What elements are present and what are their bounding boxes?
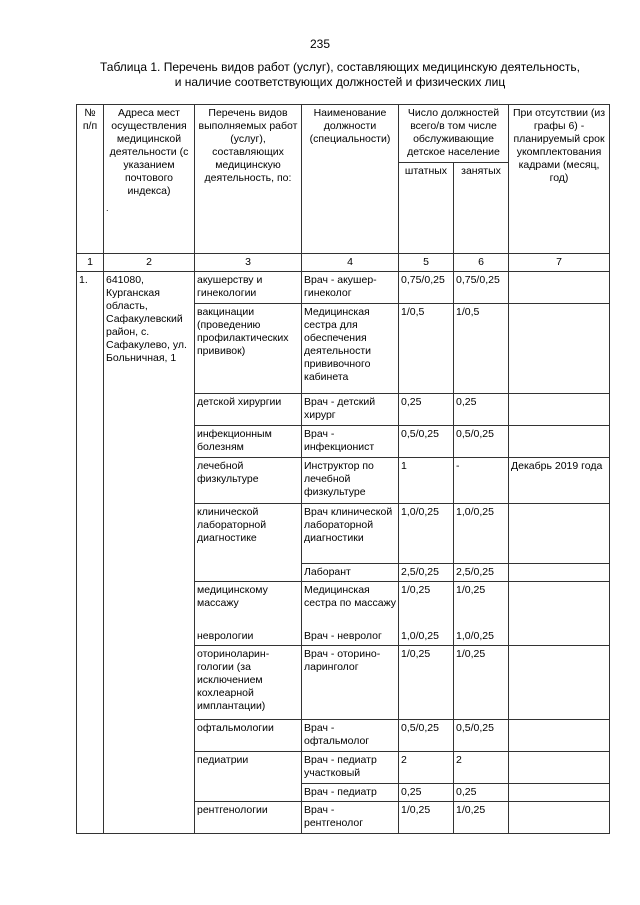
planned-date [509,783,610,801]
planned-date [509,426,610,458]
position-name: Инструктор по лечебной физкультуре [302,458,399,504]
staff-count: 0,5/0,25 [399,719,454,751]
position-name: Медицинская сестра для обеспечения деятельности прививочного кабинета [302,304,399,394]
planned-date [509,801,610,833]
page-number: 235 [309,37,331,51]
table-title [70,60,610,90]
staff-count: 2 [399,751,454,783]
header-planned-date: При отсутствии (из графы 6) - планируемый срок укомплектования кадрами (месяц, год) [509,105,610,254]
column-number-7: 7 [509,254,610,272]
planned-date [509,751,610,783]
header-positions-count: Число должностей всего/в том числе обслуживающие детское население [399,105,509,163]
planned-date [509,645,610,719]
work-type: акушерству и гинекологии [195,272,302,304]
header-dot: . [106,203,109,213]
occupied-count: 0,5/0,25 [454,426,509,458]
column-number-4: 4 [302,254,399,272]
occupied-count: - [454,458,509,504]
staff-count: 0,75/0,25 [399,272,454,304]
work-type: инфекционным болезням [195,426,302,458]
column-number-6: 6 [454,254,509,272]
staff-count: 1,0/0,25 [399,504,454,564]
work-type: рентгенологии [195,801,302,833]
column-number-5: 5 [399,254,454,272]
staff-count: 0,25 [399,394,454,426]
staff-count: 1 [399,458,454,504]
work-type: клинической лабораторной диагностике [195,504,302,582]
occupied-count: 0,75/0,25 [454,272,509,304]
staff-count: 1/0,25 [399,645,454,719]
work-type: неврологии [195,628,302,646]
position-name: Врач - оторино-ларинголог [302,645,399,719]
planned-date [509,564,610,582]
position-name: Врач - акушер-гинеколог [302,272,399,304]
staff-count: 1/0,5 [399,304,454,394]
work-type: оториноларин-гологии (за исключением кохлеарной имплантации) [195,645,302,719]
work-type: офтальмологии [195,719,302,751]
planned-date [509,272,610,304]
position-name: Врач - педиатр участковый [302,751,399,783]
entry-address: 641080, Курганская область, Сафакулевский район, с. Сафакулево, ул. Больничная, 1 [104,272,195,834]
position-name: Врач - офтальмолог [302,719,399,751]
position-name: Лаборант [302,564,399,582]
header-address-text: Адреса мест осуществления медицинской деятельности (с указанием почтового индекса) [109,107,189,197]
occupied-count: 1/0,25 [454,801,509,833]
column-number-1: 1 [77,254,104,272]
title-line-2: и наличие соответствующих должностей и физических лиц [174,75,506,89]
header-works: Перечень видов выполняемых работ (услуг), составляющих медицинскую деятельность, по: [195,105,302,254]
occupied-count: 1,0/0,25 [454,628,509,646]
work-type: педиатрии [195,751,302,801]
staff-count: 2,5/0,25 [399,564,454,582]
staff-count: 1,0/0,25 [399,628,454,646]
planned-date [509,719,610,751]
position-name: Врач - инфекционист [302,426,399,458]
planned-date: Декабрь 2019 года [509,458,610,504]
positions-table [76,104,610,834]
work-type: детской хирургии [195,394,302,426]
occupied-count: 1/0,5 [454,304,509,394]
staff-count: 0,5/0,25 [399,426,454,458]
header-address [104,105,195,254]
header-position: Наименование должности (специальности) [302,105,399,254]
header-staff: штатных [399,163,454,254]
work-type: медицинскому массажу [195,582,302,628]
staff-count: 1/0,25 [399,801,454,833]
position-name: Врач - педиатр [302,783,399,801]
header-number: № п/п [77,105,104,254]
column-number-2: 2 [104,254,195,272]
entry-number: 1. [77,272,104,834]
column-number-3: 3 [195,254,302,272]
planned-date [509,304,610,394]
occupied-count: 0,25 [454,783,509,801]
work-type: лечебной физкультуре [195,458,302,504]
position-name: Врач - рентгенолог [302,801,399,833]
position-name: Врач клинической лабораторной диагностики [302,504,399,564]
position-name: Медицинская сестра по массажу [302,582,399,628]
work-type: вакцинации (проведению профилактических прививок) [195,304,302,394]
occupied-count: 0,25 [454,394,509,426]
occupied-count: 2 [454,751,509,783]
occupied-count: 2,5/0,25 [454,564,509,582]
planned-date [509,504,610,564]
occupied-count: 1,0/0,25 [454,504,509,564]
position-name: Врач - невролог [302,628,399,646]
title-line-1: Таблица 1. Перечень видов работ (услуг), составляющих медицинскую деятельность, [99,60,581,74]
header-occupied: занятых [454,163,509,254]
staff-count: 0,25 [399,783,454,801]
occupied-count: 1/0,25 [454,582,509,628]
occupied-count: 0,5/0,25 [454,719,509,751]
planned-date [509,628,610,646]
planned-date [509,582,610,628]
planned-date [509,394,610,426]
table-row [77,272,610,304]
staff-count: 1/0,25 [399,582,454,628]
occupied-count: 1/0,25 [454,645,509,719]
position-name: Врач - детский хирург [302,394,399,426]
